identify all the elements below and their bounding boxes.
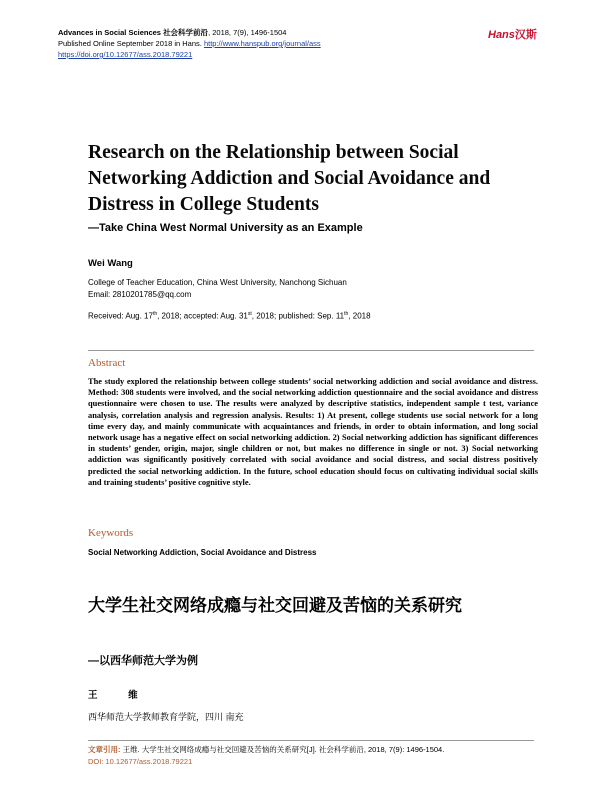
journal-volume: , 2018, 7(9), 1496-1504 [208, 28, 287, 37]
keywords-text: Social Networking Addiction, Social Avoidance and Distress [88, 548, 317, 557]
doi-link[interactable]: https://doi.org/10.12677/ass.2018.79221 [58, 50, 193, 59]
divider [88, 350, 534, 351]
citation-text: 王维. 大学生社交网络成瘾与社交回避及苦恼的关系研究[J]. 社会科学前沿, 2018, 7(9): 1496-1504. [120, 745, 445, 754]
citation [88, 744, 538, 768]
date-end: , 2018 [348, 311, 371, 321]
logo-hans-text: Hans [488, 29, 515, 41]
citation-label: 文章引用: [88, 745, 121, 754]
cn-title: 大学生社交网络成瘾与社交回避及苦恼的关系研究 [88, 596, 462, 615]
abstract-heading: Abstract [88, 357, 126, 369]
cn-subtitle: —以西华师范大学为例 [88, 655, 198, 667]
published-online: Published Online September 2018 in Hans. [58, 39, 202, 48]
publication-dates [88, 311, 371, 321]
accepted-date: , 2018; accepted: Aug. 31 [157, 311, 248, 321]
journal-name-cn: 社会科学前沿 [163, 28, 209, 37]
citation-doi: DOI: 10.12677/ass.2018.79221 [88, 757, 193, 766]
paper-title: Research on the Relationship between Social Networking Addiction and Social Avoidance and Distress in College Students [88, 142, 491, 215]
author-affiliation [88, 277, 347, 301]
published-sup: th [344, 311, 349, 317]
published-date: , 2018; published: Sep. 11 [251, 311, 345, 321]
journal-name: Advances in Social Sciences [58, 28, 161, 37]
journal-header [58, 27, 538, 60]
hans-logo [488, 26, 537, 42]
affiliation-text: College of Teacher Education, China West University, Nanchong Sichuan [88, 278, 347, 287]
accepted-sup: st [247, 311, 252, 317]
author-email: Email: 2810201785@qq.com [88, 290, 192, 299]
keywords-heading: Keywords [88, 527, 134, 539]
cn-author: 王 维 [88, 690, 152, 701]
cn-affiliation: 西华师范大学教师教育学院，四川 南充 [88, 712, 244, 722]
journal-url-link[interactable]: http://www.hanspub.org/journal/ass [203, 39, 321, 48]
logo-cn-text: 汉斯 [514, 29, 537, 41]
author-name: Wei Wang [88, 258, 133, 269]
footer-divider [88, 740, 534, 741]
received-sup: th [152, 311, 158, 317]
abstract-text: The study explored the relationship between college students’ social networking addiction and social avoidance and distress. Method: 308 students were involved, and the social networking addiction questionnaire and the social avoidance and distress questionnaire were chosen to use. The results were analyzed by descriptive statistics, independent sample t test, variance analysis, correlation analysis and regression analysis. Results: 1) At present, college students use social network for a long time every day, and mainly communicate with acquaintances and friends, in order to obtain information, and long social network usage has a negative effect on social networking addiction. 2) Social networking addiction has significant differences in students’ gender, origin, major, single children or not, but makes no difference in single or not. 3) Social networking addiction was significantly positively correlated with social avoidance and social distress, and social distress positively predicted the social networking addiction. In the future, school education should focus on cultivating individual social skills and training students’ positive cognitive style. [88, 377, 538, 487]
received-date: Received: Aug. 17 [88, 311, 153, 321]
paper-subtitle: —Take China West Normal University as an Example [88, 222, 363, 234]
